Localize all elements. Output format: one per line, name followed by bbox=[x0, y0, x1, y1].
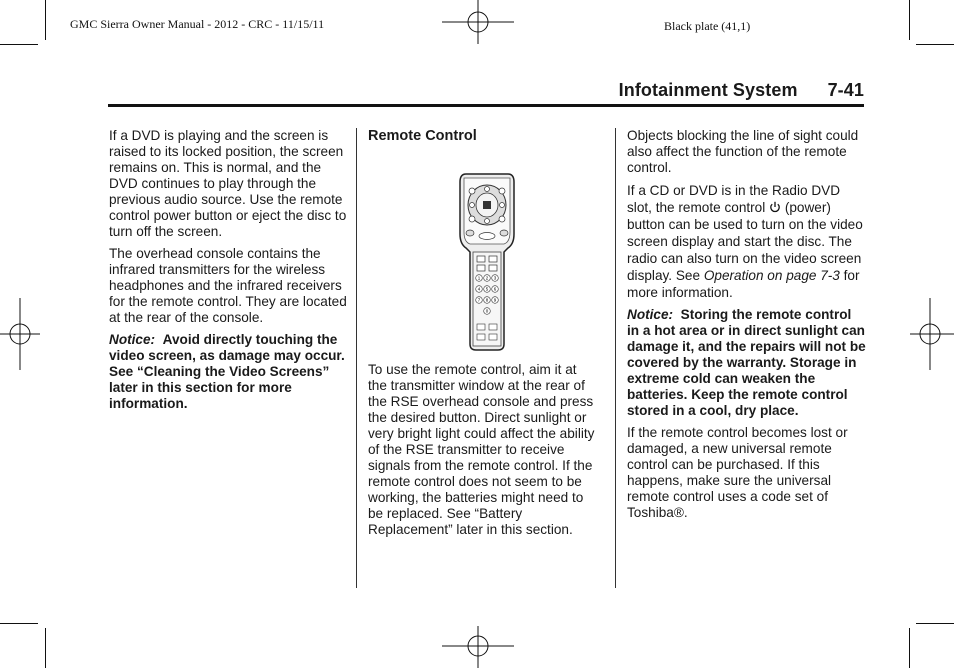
registration-mark-bottom bbox=[442, 626, 514, 668]
column-3 bbox=[627, 128, 867, 527]
crop-mark-bottom-left-v bbox=[45, 628, 46, 668]
column-1 bbox=[109, 128, 347, 418]
remote-function-button bbox=[489, 334, 497, 340]
remote-control-heading: Remote Control bbox=[368, 128, 477, 144]
remote-key-label: 5 bbox=[485, 286, 489, 292]
column-2 bbox=[368, 128, 596, 537]
power-label: (power) bbox=[784, 200, 831, 215]
remote-function-button bbox=[477, 334, 485, 340]
notice-label: Notice: bbox=[627, 307, 674, 322]
crop-mark-top-left-h bbox=[0, 44, 38, 45]
operation-link[interactable]: Operation on page 7‑3 bbox=[703, 268, 840, 283]
column-divider-2 bbox=[615, 128, 616, 588]
notice-text: Avoid directly touching the video screen, as damage may occur. See “Cleaning the Video Screens” later in this section for more information. bbox=[109, 332, 345, 411]
remote-function-button bbox=[489, 324, 497, 330]
remote-key-label: 2 bbox=[485, 275, 489, 281]
section-title-block bbox=[619, 80, 864, 101]
remote-key-label: 8 bbox=[485, 297, 489, 303]
crop-mark-top-left-v bbox=[45, 0, 46, 40]
notice-video-screen bbox=[109, 332, 347, 412]
remote-key-label: 9 bbox=[493, 297, 497, 303]
power-text-after: button can be used to turn on the video screen display and start the disc. The radio can also turn on the video screen display. See bbox=[627, 217, 863, 283]
paragraph-remote-usage: To use the remote control, aim it at the transmitter window at the rear of the RSE overhead console and press the desired button. Direct sunlight or very bright light could affect the ability of the RSE transmitter to receive signals from the remote control. If the remote control does not seem to be working, the batteries might need to be replaced. See “Battery Replacement” later in this section. bbox=[368, 362, 595, 537]
notice-storage bbox=[627, 307, 867, 419]
header-meta-left: GMC Sierra Owner Manual - 2012 - CRC - 11/15/11 bbox=[70, 17, 325, 31]
remote-control-illustration bbox=[458, 172, 516, 352]
remote-key-label: 7 bbox=[477, 297, 481, 303]
power-text-before: If a CD or DVD is in the Radio DVD slot, the remote control bbox=[627, 183, 841, 215]
registration-mark-top bbox=[442, 0, 514, 44]
remote-key-label: 0 bbox=[485, 308, 489, 314]
paragraph-power-button bbox=[627, 182, 867, 301]
section-title: Infotainment System bbox=[618, 80, 798, 100]
section-header bbox=[108, 80, 864, 107]
column-divider-1 bbox=[356, 128, 357, 588]
paragraph-line-of-sight: Objects blocking the line of sight could also affect the function of the remote control. bbox=[627, 128, 859, 175]
power-icon bbox=[769, 200, 781, 215]
registration-mark-left bbox=[0, 298, 40, 370]
remote-function-button bbox=[477, 324, 485, 330]
crop-mark-bottom-left-h bbox=[0, 623, 38, 624]
paragraph-lost-remote: If the remote control becomes lost or damaged, a new universal remote control can be purchased. If this happens, make sure the universal remote control uses a code set of Toshiba®. bbox=[627, 425, 848, 520]
crop-mark-bottom-right-h bbox=[916, 623, 954, 624]
registration-mark-right bbox=[910, 298, 954, 370]
notice-text: Storing the remote control in a hot area or in direct sunlight can damage it, and the repairs will not be covered by the warranty. Storage in extreme cold can weaken the batteries. Keep the remote control stored in a cool, dry place. bbox=[627, 307, 866, 418]
paragraph-dvd-locked: If a DVD is playing and the screen is raised to its locked position, the screen remains on. This is normal, and the DVD continues to play through the previous audio source. Use the remote control power button or eject the disc to turn off the screen. bbox=[109, 128, 347, 239]
crop-mark-bottom-right-v bbox=[909, 628, 910, 668]
crop-mark-top-right-v bbox=[909, 0, 910, 40]
remote-key-label: 4 bbox=[477, 286, 481, 292]
remote-key-label: 6 bbox=[493, 286, 497, 292]
header-meta-right: Black plate (41,1) bbox=[664, 19, 751, 33]
power-text-end: for more information. bbox=[627, 268, 860, 300]
remote-key-label: 1 bbox=[477, 275, 481, 281]
paragraph-overhead-console: The overhead console contains the infrared transmitters for the wireless headphones and the infrared receivers for the remote control. They are located at the rear of the console. bbox=[109, 246, 347, 325]
crop-mark-top-right-h bbox=[916, 44, 954, 45]
remote-key-label: 3 bbox=[493, 275, 497, 281]
notice-label: Notice: bbox=[109, 332, 156, 347]
page-number: 7-41 bbox=[827, 80, 864, 100]
